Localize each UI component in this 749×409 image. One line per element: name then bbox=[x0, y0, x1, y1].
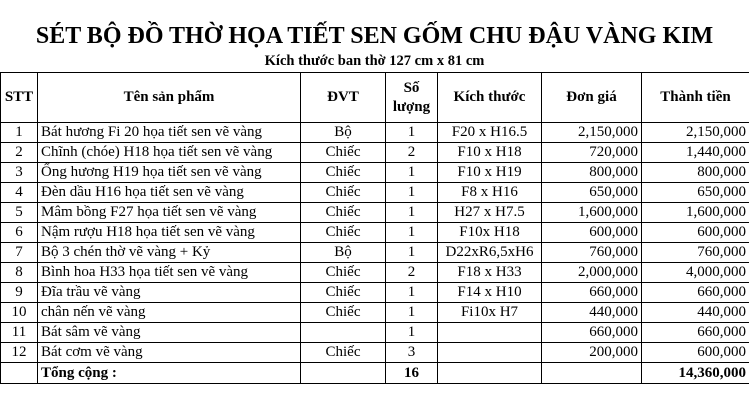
total-cell[interactable]: 2,150,000 bbox=[642, 123, 749, 143]
unit-cell[interactable]: Chiếc bbox=[301, 263, 386, 283]
total-row bbox=[1, 363, 749, 384]
name-cell[interactable]: Ống hương H19 họa tiết sen vẽ vàng bbox=[38, 163, 301, 183]
qty-cell[interactable]: 1 bbox=[386, 243, 438, 263]
total-cell[interactable]: 600,000 bbox=[642, 223, 749, 243]
size-cell[interactable]: F10x H18 bbox=[438, 223, 542, 243]
size-cell[interactable]: H27 x H7.5 bbox=[438, 203, 542, 223]
table-row bbox=[1, 223, 749, 243]
unit-cell[interactable]: Chiếc bbox=[301, 203, 386, 223]
table-row bbox=[1, 283, 749, 303]
total-qty-cell[interactable]: 16 bbox=[386, 363, 438, 384]
stt-cell[interactable]: 12 bbox=[1, 343, 38, 363]
stt-cell[interactable]: 11 bbox=[1, 323, 38, 343]
price-cell[interactable]: 800,000 bbox=[542, 163, 642, 183]
total-cell[interactable]: 440,000 bbox=[642, 303, 749, 323]
size-cell[interactable]: F18 x H33 bbox=[438, 263, 542, 283]
header-qty[interactable] bbox=[386, 73, 438, 123]
stt-cell[interactable]: 9 bbox=[1, 283, 38, 303]
price-cell[interactable]: 650,000 bbox=[542, 183, 642, 203]
qty-cell[interactable]: 1 bbox=[386, 123, 438, 143]
total-size-cell[interactable] bbox=[438, 363, 542, 384]
unit-cell[interactable]: Chiếc bbox=[301, 163, 386, 183]
qty-cell[interactable]: 1 bbox=[386, 303, 438, 323]
size-cell[interactable]: F20 x H16.5 bbox=[438, 123, 542, 143]
name-cell[interactable]: Đèn dầu H16 họa tiết sen vẽ vàng bbox=[38, 183, 301, 203]
qty-cell[interactable]: 1 bbox=[386, 203, 438, 223]
unit-cell[interactable]: Chiếc bbox=[301, 143, 386, 163]
unit-cell[interactable]: Chiếc bbox=[301, 283, 386, 303]
qty-cell[interactable]: 2 bbox=[386, 143, 438, 163]
total-cell[interactable]: 4,000,000 bbox=[642, 263, 749, 283]
total-amount-cell[interactable]: 14,360,000 bbox=[642, 363, 749, 384]
qty-cell[interactable]: 1 bbox=[386, 223, 438, 243]
total-cell[interactable]: 660,000 bbox=[642, 323, 749, 343]
size-cell[interactable]: F14 x H10 bbox=[438, 283, 542, 303]
sheet-title: SÉT BỘ ĐỒ THỜ HỌA TIẾT SEN GỐM CHU ĐẬU VÀNG KIM bbox=[35, 23, 714, 49]
unit-cell[interactable]: Chiếc bbox=[301, 183, 386, 203]
name-cell[interactable]: Bộ 3 chén thờ vẽ vàng + Kỷ bbox=[38, 243, 301, 263]
stt-cell[interactable]: 1 bbox=[1, 123, 38, 143]
qty-cell[interactable]: 1 bbox=[386, 183, 438, 203]
header-stt[interactable]: STT bbox=[1, 73, 38, 123]
qty-cell[interactable]: 3 bbox=[386, 343, 438, 363]
header-unit[interactable]: ĐVT bbox=[301, 73, 386, 123]
unit-cell[interactable]: Chiếc bbox=[301, 223, 386, 243]
qty-cell[interactable]: 1 bbox=[386, 283, 438, 303]
unit-cell[interactable]: Bộ bbox=[301, 123, 386, 143]
size-cell[interactable]: F10 x H18 bbox=[438, 143, 542, 163]
unit-cell[interactable]: Chiếc bbox=[301, 343, 386, 363]
unit-cell[interactable]: Chiếc bbox=[301, 303, 386, 323]
table-row bbox=[1, 123, 749, 143]
name-cell[interactable]: Chĩnh (chóe) H18 họa tiết sen vẽ vàng bbox=[38, 143, 301, 163]
header-total[interactable]: Thành tiền bbox=[642, 73, 749, 123]
stt-cell[interactable]: 3 bbox=[1, 163, 38, 183]
total-label-cell[interactable]: Tổng cộng : bbox=[38, 363, 301, 384]
size-cell[interactable]: F8 x H16 bbox=[438, 183, 542, 203]
sheet-subtitle: Kích thước ban thờ 127 cm x 81 cm bbox=[264, 53, 485, 69]
name-cell[interactable]: Mâm bồng F27 họa tiết sen vẽ vàng bbox=[38, 203, 301, 223]
price-cell[interactable]: 720,000 bbox=[542, 143, 642, 163]
table-header-row bbox=[1, 73, 749, 123]
header-qty-line2: lượng bbox=[392, 98, 431, 115]
price-cell[interactable]: 660,000 bbox=[542, 323, 642, 343]
total-cell[interactable]: 1,440,000 bbox=[642, 143, 749, 163]
name-cell[interactable]: Bình hoa H33 họa tiết sen vẽ vàng bbox=[38, 263, 301, 283]
price-cell[interactable]: 2,150,000 bbox=[542, 123, 642, 143]
size-cell[interactable]: Fi10x H7 bbox=[438, 303, 542, 323]
price-cell[interactable]: 660,000 bbox=[542, 283, 642, 303]
table-row bbox=[1, 183, 749, 203]
header-size[interactable]: Kích thước bbox=[438, 73, 542, 123]
stt-cell[interactable]: 7 bbox=[1, 243, 38, 263]
name-cell[interactable]: Nậm rượu H18 họa tiết sen vẽ vàng bbox=[38, 223, 301, 243]
stt-cell[interactable]: 4 bbox=[1, 183, 38, 203]
size-cell[interactable] bbox=[438, 343, 542, 363]
total-cell[interactable]: 650,000 bbox=[642, 183, 749, 203]
qty-cell[interactable]: 1 bbox=[386, 323, 438, 343]
total-cell[interactable]: 760,000 bbox=[642, 243, 749, 263]
table-row bbox=[1, 343, 749, 363]
name-cell[interactable]: Bát cơm vẽ vàng bbox=[38, 343, 301, 363]
price-cell[interactable]: 2,000,000 bbox=[542, 263, 642, 283]
name-cell[interactable]: Bát hương Fi 20 họa tiết sen vẽ vàng bbox=[38, 123, 301, 143]
table-row bbox=[1, 263, 749, 283]
stt-cell[interactable]: 10 bbox=[1, 303, 38, 323]
stt-cell[interactable]: 6 bbox=[1, 223, 38, 243]
total-cell[interactable]: 600,000 bbox=[642, 343, 749, 363]
name-cell[interactable]: Đĩa trầu vẽ vàng bbox=[38, 283, 301, 303]
total-cell[interactable]: 800,000 bbox=[642, 163, 749, 183]
name-cell[interactable]: Bát sâm vẽ vàng bbox=[38, 323, 301, 343]
table-row bbox=[1, 143, 749, 163]
name-cell[interactable]: chân nến vẽ vàng bbox=[38, 303, 301, 323]
table-row bbox=[1, 243, 749, 263]
total-price-cell[interactable] bbox=[542, 363, 642, 384]
table-row bbox=[1, 323, 749, 343]
price-cell[interactable]: 440,000 bbox=[542, 303, 642, 323]
header-price[interactable]: Đơn giá bbox=[542, 73, 642, 123]
price-cell[interactable]: 1,600,000 bbox=[542, 203, 642, 223]
total-cell[interactable]: 660,000 bbox=[642, 283, 749, 303]
header-qty-line1: Số bbox=[403, 79, 420, 96]
header-name[interactable]: Tên sản phẩm bbox=[38, 73, 301, 123]
table-row bbox=[1, 203, 749, 223]
price-cell[interactable]: 600,000 bbox=[542, 223, 642, 243]
qty-cell[interactable]: 2 bbox=[386, 263, 438, 283]
stt-cell[interactable]: 8 bbox=[1, 263, 38, 283]
stt-cell[interactable]: 2 bbox=[1, 143, 38, 163]
qty-cell[interactable]: 1 bbox=[386, 163, 438, 183]
table-body bbox=[1, 123, 749, 384]
size-cell[interactable]: F10 x H19 bbox=[438, 163, 542, 183]
total-stt-cell[interactable] bbox=[1, 363, 38, 384]
price-cell[interactable]: 200,000 bbox=[542, 343, 642, 363]
stt-cell[interactable]: 5 bbox=[1, 203, 38, 223]
table-row bbox=[1, 303, 749, 323]
unit-cell[interactable]: Bộ bbox=[301, 243, 386, 263]
price-cell[interactable]: 760,000 bbox=[542, 243, 642, 263]
size-cell[interactable] bbox=[438, 323, 542, 343]
size-cell[interactable]: D22xR6,5xH6 bbox=[438, 243, 542, 263]
table-row bbox=[1, 163, 749, 183]
product-table bbox=[0, 72, 749, 384]
unit-cell[interactable] bbox=[301, 323, 386, 343]
total-unit-cell[interactable] bbox=[301, 363, 386, 384]
total-cell[interactable]: 1,600,000 bbox=[642, 203, 749, 223]
